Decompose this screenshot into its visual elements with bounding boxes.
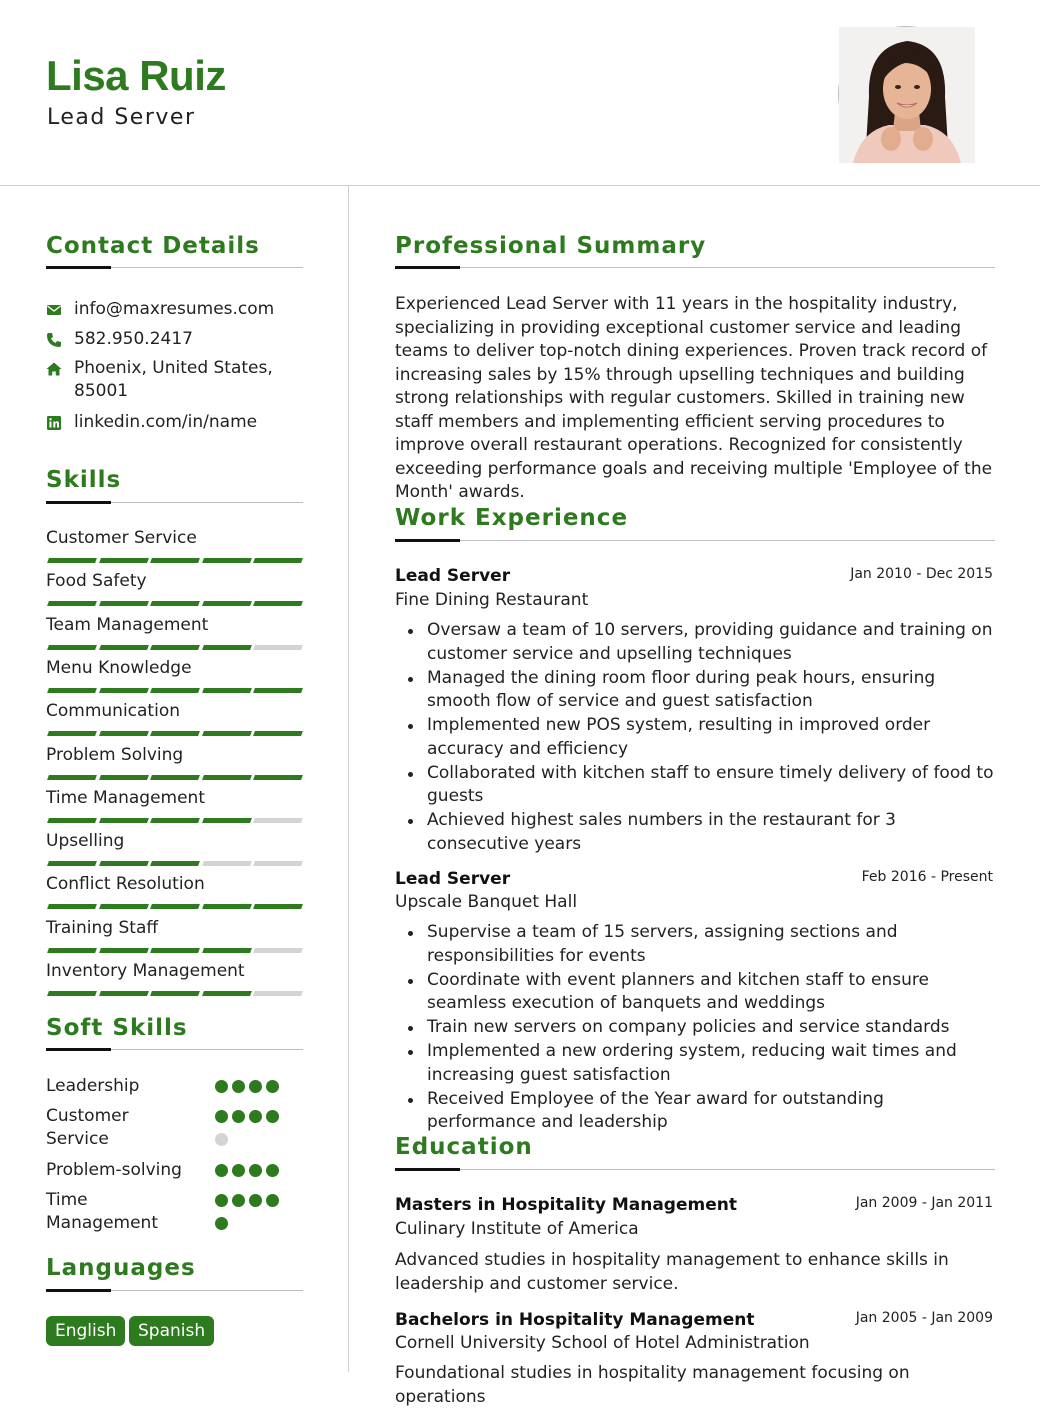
soft-skills-section-rule bbox=[46, 1049, 303, 1050]
degree-title: Masters in Hospitality Management bbox=[395, 1195, 737, 1215]
school-name: Cornell University School of Hotel Administration bbox=[395, 1333, 810, 1353]
rating-segment-filled bbox=[253, 775, 303, 780]
rating-segment-filled bbox=[253, 558, 303, 563]
rating-segment-filled bbox=[150, 818, 200, 823]
skill-name: Communication bbox=[46, 701, 180, 722]
contact-section-rule bbox=[46, 267, 303, 268]
skill-name: Inventory Management bbox=[46, 961, 245, 981]
rating-dot-filled bbox=[215, 1164, 228, 1177]
rating-dot-filled bbox=[266, 1080, 279, 1093]
rating-segment-filled bbox=[99, 775, 149, 780]
rating-dot-empty bbox=[215, 1133, 228, 1146]
summary-text: Experienced Lead Server with 11 years in the hospitality industry, specializing in providing exceptional customer service and leading teams to deliver top-notch dining experiences. Proven track record of increasing sales by 15% through upselling techniques and building strong relationships with regular customers. Skilled in training new staff members and implementing efficient serving procedures to improve overall restaurant operations. Recognized for consistently exceeding performance goals and receiving multiple 'Employee of the Month' awards. bbox=[395, 294, 993, 502]
rating-segment-filled bbox=[150, 991, 200, 996]
candidate-title: Lead Server bbox=[47, 105, 196, 130]
rating-dot-filled bbox=[232, 1194, 245, 1207]
phone-icon bbox=[46, 332, 62, 348]
rating-segment-filled bbox=[47, 861, 97, 866]
contact-address-text: Phoenix, United States, 85001 bbox=[74, 358, 273, 401]
job-date: Jan 2010 - Dec 2015 bbox=[850, 566, 993, 582]
rating-dot-filled bbox=[266, 1194, 279, 1207]
rating-dot-filled bbox=[215, 1080, 228, 1093]
education-section-rule bbox=[395, 1169, 995, 1170]
rating-segment-filled bbox=[202, 991, 252, 996]
rating-segment-filled bbox=[150, 558, 200, 563]
contact-phone-text: 582.950.2417 bbox=[74, 329, 193, 349]
home-icon bbox=[46, 361, 62, 377]
rating-segment-filled bbox=[253, 731, 303, 736]
rating-segment-filled bbox=[202, 601, 252, 606]
rating-segment-empty bbox=[202, 861, 252, 866]
school-name: Culinary Institute of America bbox=[395, 1219, 639, 1239]
job-title: Lead Server bbox=[395, 869, 511, 889]
skill-name: Problem Solving bbox=[46, 744, 184, 765]
rating-dot-filled bbox=[215, 1194, 228, 1207]
job-bullets bbox=[427, 921, 997, 1135]
linkedin-icon bbox=[46, 415, 62, 431]
job-bullet: Train new servers on company policies and service standards bbox=[427, 1016, 997, 1040]
contact-email-text: info@maxresumes.com bbox=[74, 299, 275, 319]
languages-section-rule bbox=[46, 1290, 303, 1291]
rating-dot-filled bbox=[215, 1110, 228, 1123]
languages-section-title: Languages bbox=[46, 1255, 196, 1281]
skill-name: Conflict Resolution bbox=[46, 874, 205, 895]
candidate-name: Lisa Ruiz bbox=[46, 52, 226, 99]
language-tag: Spanish bbox=[129, 1316, 214, 1346]
rating-dot-filled bbox=[249, 1164, 262, 1177]
degree-description: Foundational studies in hospitality management focusing on operations bbox=[395, 1363, 910, 1407]
skill-rating-bar bbox=[46, 948, 302, 953]
rating-dot-filled bbox=[249, 1194, 262, 1207]
rating-segment-filled bbox=[150, 731, 200, 736]
rating-segment-filled bbox=[253, 688, 303, 693]
rating-segment-empty bbox=[253, 818, 303, 823]
job-bullet: Achieved highest sales numbers in the restaurant for 3 consecutive years bbox=[427, 809, 997, 856]
rating-segment-filled bbox=[202, 558, 252, 563]
skills-section-title: Skills bbox=[46, 467, 122, 493]
column-divider bbox=[348, 186, 349, 1372]
rating-segment-filled bbox=[99, 861, 149, 866]
skill-name: Upselling bbox=[46, 831, 125, 852]
rating-segment-filled bbox=[150, 688, 200, 693]
rating-segment-filled bbox=[99, 731, 149, 736]
job-company: Fine Dining Restaurant bbox=[395, 590, 589, 610]
rating-dot-filled bbox=[232, 1080, 245, 1093]
job-bullet: Implemented a new ordering system, reducing wait times and increasing guest satisfaction bbox=[427, 1040, 997, 1087]
contact-linkedin-text: linkedin.com/in/name bbox=[74, 412, 258, 432]
rating-segment-filled bbox=[150, 601, 200, 606]
rating-segment-filled bbox=[99, 948, 149, 953]
summary-section-title: Professional Summary bbox=[395, 233, 707, 259]
degree-title: Bachelors in Hospitality Management bbox=[395, 1310, 755, 1330]
skill-rating-bar bbox=[46, 818, 302, 823]
skill-rating-bar bbox=[46, 645, 302, 650]
rating-segment-filled bbox=[202, 688, 252, 693]
rating-dot-filled bbox=[215, 1217, 228, 1230]
rating-segment-filled bbox=[150, 948, 200, 953]
job-bullets bbox=[427, 619, 997, 857]
skill-name: Team Management bbox=[46, 614, 209, 635]
skill-name: Food Safety bbox=[46, 571, 147, 592]
skill-rating-bar bbox=[46, 558, 302, 563]
rating-dot-filled bbox=[266, 1164, 279, 1177]
job-bullet: Collaborated with kitchen staff to ensure timely delivery of food to guests bbox=[427, 762, 997, 809]
rating-dot-filled bbox=[232, 1164, 245, 1177]
contact-section-title: Contact Details bbox=[46, 233, 260, 259]
rating-segment-filled bbox=[99, 645, 149, 650]
skill-name: Customer Service bbox=[46, 528, 197, 548]
rating-segment-filled bbox=[47, 731, 97, 736]
rating-segment-filled bbox=[253, 601, 303, 606]
skills-section-rule bbox=[46, 502, 303, 503]
profile-photo bbox=[838, 26, 974, 162]
rating-segment-filled bbox=[47, 948, 97, 953]
rating-dot-filled bbox=[266, 1110, 279, 1123]
rating-segment-filled bbox=[202, 818, 252, 823]
skill-rating-bar bbox=[46, 861, 302, 866]
skill-rating-bar bbox=[46, 991, 302, 996]
job-date: Feb 2016 - Present bbox=[861, 869, 993, 885]
rating-segment-filled bbox=[253, 904, 303, 909]
rating-segment-filled bbox=[150, 861, 200, 866]
rating-segment-filled bbox=[99, 818, 149, 823]
skill-name: Time Management bbox=[46, 787, 205, 808]
rating-segment-filled bbox=[47, 991, 97, 996]
soft-skill-name: Customer Service bbox=[46, 1106, 129, 1149]
envelope-icon bbox=[46, 302, 62, 318]
degree-date: Jan 2009 - Jan 2011 bbox=[855, 1195, 993, 1211]
rating-segment-filled bbox=[47, 601, 97, 606]
rating-dot-filled bbox=[249, 1080, 262, 1093]
rating-segment-filled bbox=[99, 991, 149, 996]
summary-section-rule bbox=[395, 267, 995, 268]
rating-segment-filled bbox=[99, 601, 149, 606]
job-bullet: Supervise a team of 15 servers, assigning sections and responsibilities for events bbox=[427, 921, 997, 968]
rating-segment-filled bbox=[150, 904, 200, 909]
rating-segment-filled bbox=[47, 818, 97, 823]
rating-segment-filled bbox=[47, 688, 97, 693]
skill-name: Training Staff bbox=[46, 917, 159, 938]
job-bullet: Coordinate with event planners and kitchen staff to ensure seamless execution of banquets and weddings bbox=[427, 969, 997, 1016]
rating-dot-filled bbox=[249, 1110, 262, 1123]
skill-rating-bar bbox=[46, 688, 302, 693]
rating-segment-filled bbox=[47, 904, 97, 909]
portrait-image bbox=[839, 27, 975, 163]
rating-segment-filled bbox=[202, 904, 252, 909]
education-section-title: Education bbox=[395, 1134, 533, 1160]
rating-dot-filled bbox=[232, 1110, 245, 1123]
job-title: Lead Server bbox=[395, 566, 511, 586]
skill-rating-bar bbox=[46, 775, 302, 780]
experience-section-rule bbox=[395, 540, 995, 541]
resume-header bbox=[0, 0, 1040, 186]
soft-skills-section-title: Soft Skills bbox=[46, 1015, 188, 1041]
rating-segment-empty bbox=[253, 991, 303, 996]
soft-skill-name: Time Management bbox=[46, 1190, 158, 1233]
rating-segment-empty bbox=[253, 948, 303, 953]
job-bullet: Implemented new POS system, resulting in improved order accuracy and efficiency bbox=[427, 714, 997, 761]
skill-rating-bar bbox=[46, 904, 302, 909]
rating-segment-empty bbox=[253, 645, 303, 650]
rating-segment-filled bbox=[150, 645, 200, 650]
rating-segment-filled bbox=[99, 688, 149, 693]
job-bullet: Managed the dining room floor during peak hours, ensuring smooth flow of service and guest satisfaction bbox=[427, 667, 997, 714]
rating-segment-filled bbox=[47, 645, 97, 650]
job-company: Upscale Banquet Hall bbox=[395, 892, 578, 912]
rating-segment-filled bbox=[47, 558, 97, 563]
rating-segment-filled bbox=[202, 731, 252, 736]
rating-segment-filled bbox=[202, 645, 252, 650]
rating-segment-empty bbox=[253, 861, 303, 866]
skill-rating-bar bbox=[46, 731, 302, 736]
soft-skill-name: Problem-solving bbox=[46, 1160, 182, 1180]
rating-segment-filled bbox=[99, 904, 149, 909]
skill-name: Menu Knowledge bbox=[46, 657, 192, 678]
experience-section-title: Work Experience bbox=[395, 505, 629, 531]
degree-date: Jan 2005 - Jan 2009 bbox=[855, 1310, 993, 1326]
rating-segment-filled bbox=[47, 775, 97, 780]
rating-segment-filled bbox=[99, 558, 149, 563]
job-bullet: Oversaw a team of 10 servers, providing guidance and training on customer service and upselling techniques bbox=[427, 619, 997, 666]
rating-segment-filled bbox=[202, 948, 252, 953]
degree-description: Advanced studies in hospitality management to enhance skills in leadership and customer service. bbox=[395, 1250, 949, 1294]
skill-rating-bar bbox=[46, 601, 302, 606]
rating-segment-filled bbox=[202, 775, 252, 780]
soft-skill-name: Leadership bbox=[46, 1076, 140, 1096]
rating-segment-filled bbox=[150, 775, 200, 780]
language-tag: English bbox=[46, 1316, 125, 1346]
job-bullet: Received Employee of the Year award for outstanding performance and leadership bbox=[427, 1088, 997, 1135]
